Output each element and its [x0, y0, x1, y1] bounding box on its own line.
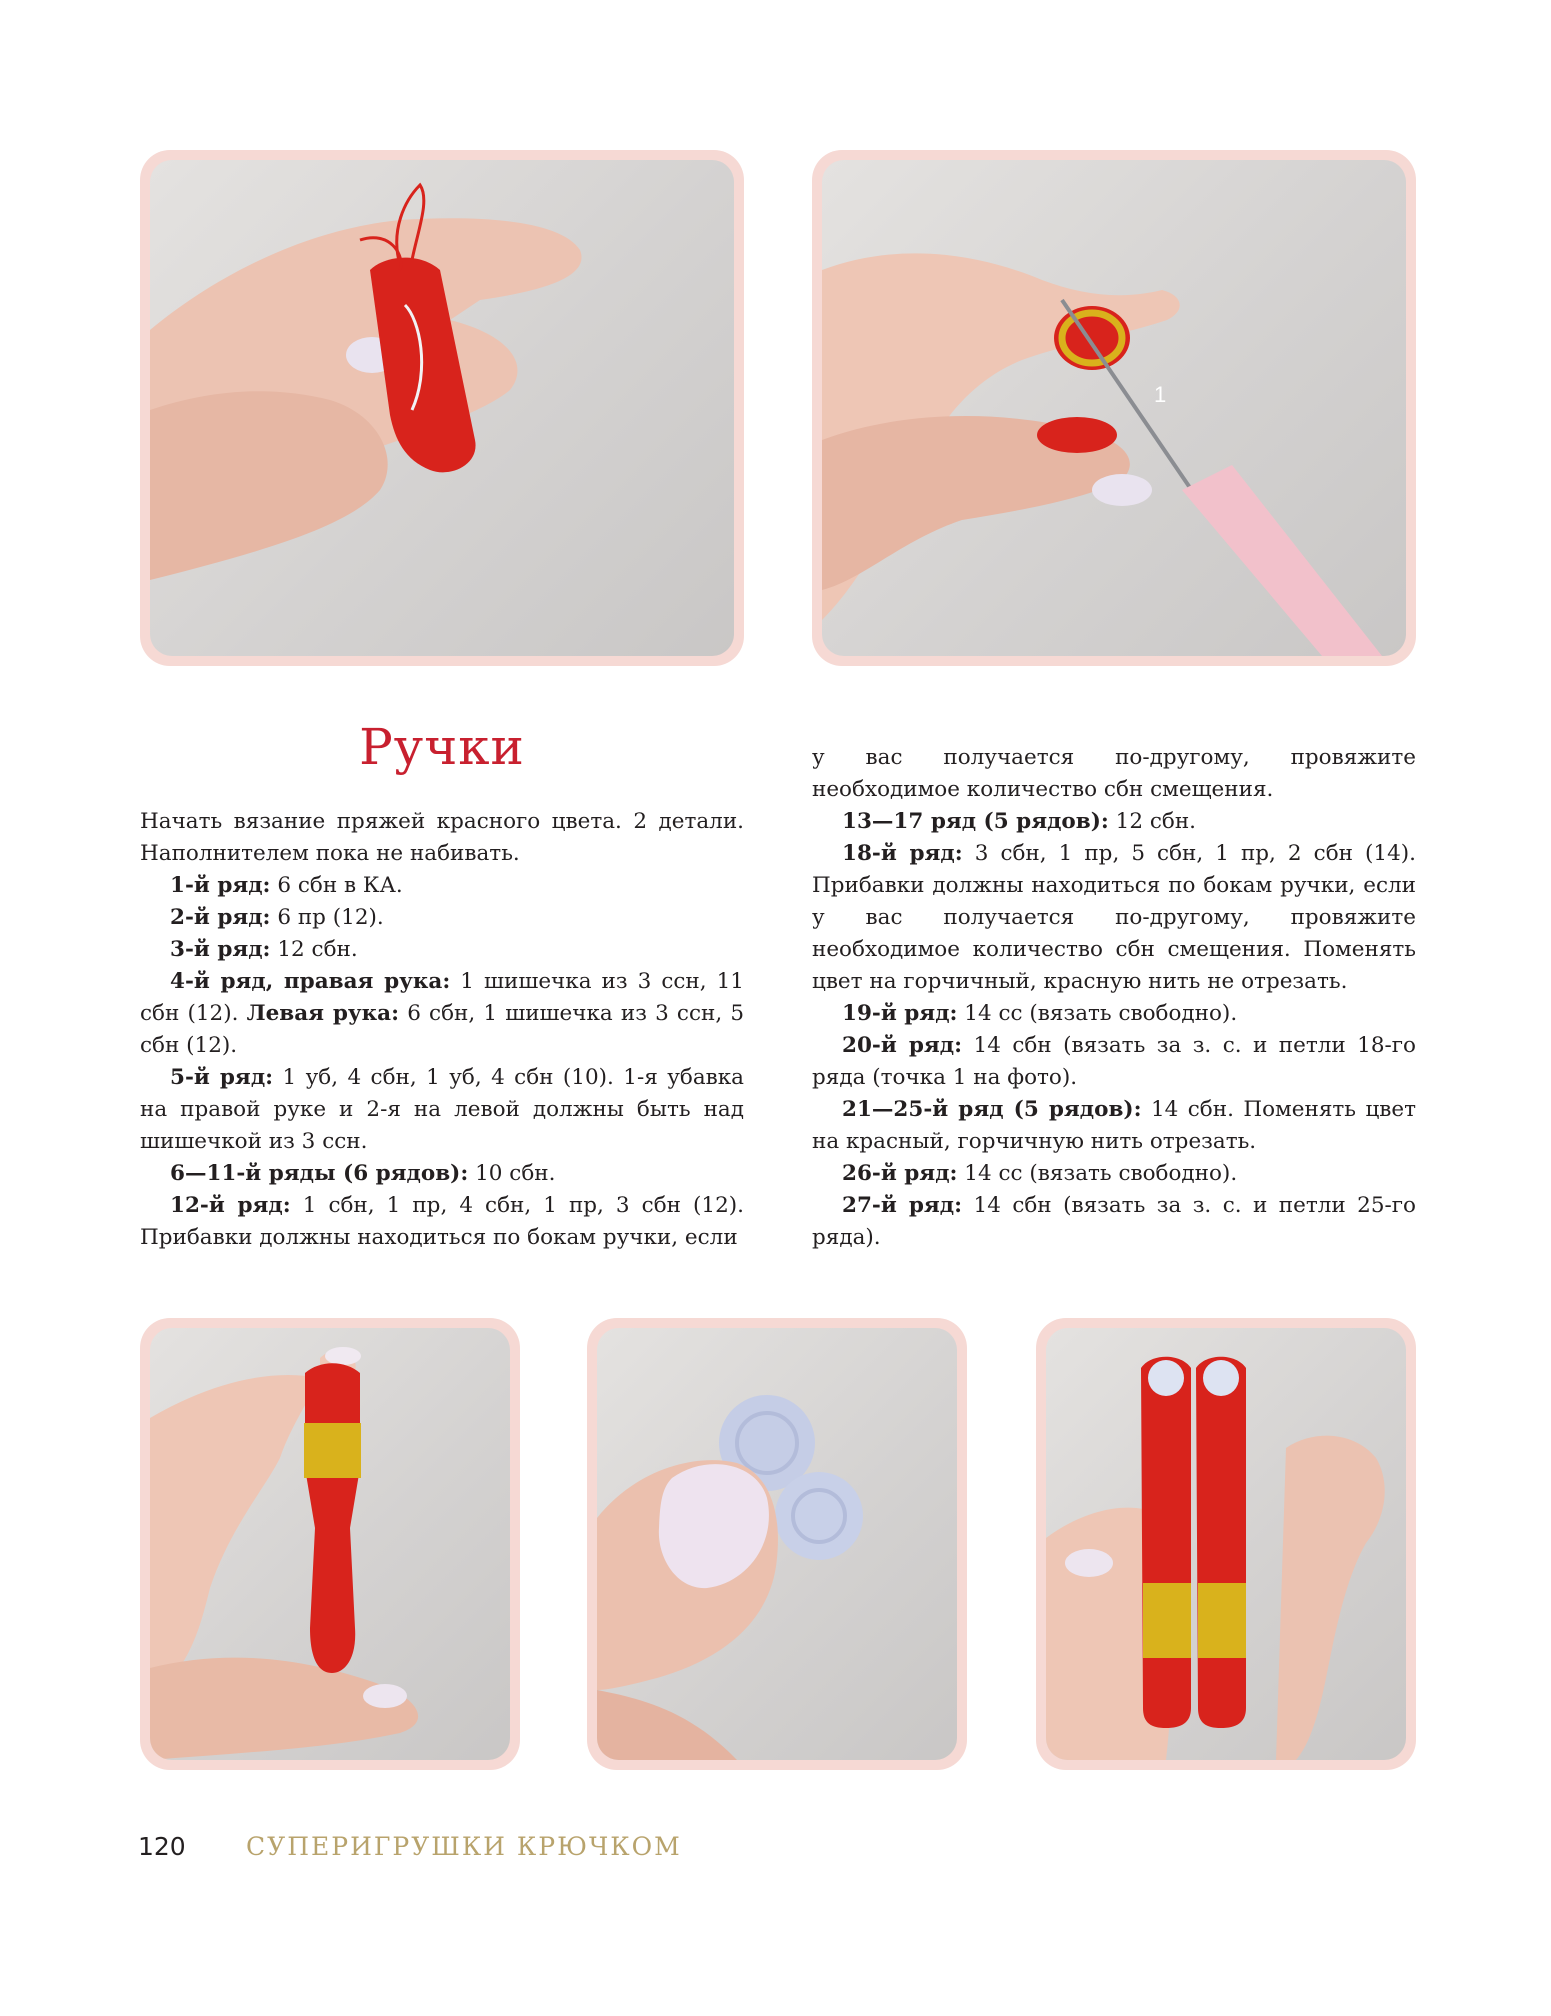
- instruction-row-20: 20-й ряд: 14 сбн (вязать за з. с. и петли 18-го ряда (точка 1 на фото).: [812, 1033, 1416, 1090]
- photo-blue-circles: [597, 1328, 957, 1760]
- page-number: 120: [138, 1832, 186, 1861]
- instruction-row-19: 19-й ряд: 14 сс (вязать свободно).: [842, 1001, 1238, 1026]
- photo-red-arm-piece: [150, 160, 734, 656]
- photo-illustration: [822, 160, 1406, 656]
- instruction-row-2: 2-й ряд: 6 пр (12).: [170, 905, 384, 930]
- photo-frame-2: [812, 150, 1416, 666]
- instruction-row-26: 26-й ряд: 14 сс (вязать свободно).: [842, 1161, 1238, 1186]
- photo-illustration: [150, 1328, 510, 1760]
- photo-frame-1: [140, 150, 744, 666]
- photo-illustration: [597, 1328, 957, 1760]
- photo-frame-3: [140, 1318, 520, 1770]
- instruction-row-18: 18-й ряд: 3 сбн, 1 пр, 5 сбн, 1 пр, 2 сбн (14). Прибавки должны находиться по бокам ручки, если у вас получается по-другому, провяжите необходимое количество сбн смещения. Поменять цвет на горчичный, красную нить не отрезать.: [812, 841, 1416, 994]
- instruction-row-5: 5-й ряд: 1 уб, 4 сбн, 1 уб, 4 сбн (10). 1-я убавка на правой руке и 2-я на левой должны быть над шишечкой из 3 ссн.: [140, 1065, 745, 1154]
- instruction-row-4: 4-й ряд, правая рука: 1 шишечка из 3 ссн, 11 сбн (12). Левая рука: 6 сбн, 1 шишечка из 3 ссн, 5 сбн (12).: [140, 969, 745, 1058]
- instruction-row-1: 1-й ряд: 6 сбн в КА.: [170, 873, 403, 898]
- book-title: СУПЕРИГРУШКИ КРЮЧКОМ: [246, 1832, 682, 1861]
- instruction-row-27: 27-й ряд: 14 сбн (вязать за з. с. и петли 25-го ряда).: [812, 1193, 1416, 1250]
- instruction-continuation: у вас получается по-другому, провяжите необходимое количество сбн смещения.: [812, 745, 1416, 802]
- instructions-right-column: [812, 742, 1416, 1254]
- instruction-row-12: 12-й ряд: 1 сбн, 1 пр, 4 сбн, 1 пр, 3 сбн (12). Прибавки должны находиться по бокам ручки, если: [140, 1193, 744, 1250]
- instruction-paragraph: Начать вязание пряжей красного цвета. 2 детали. Наполнителем пока не набивать.: [140, 809, 744, 866]
- photo-illustration: [1046, 1328, 1406, 1760]
- instruction-rows-6-11: 6—11-й ряды (6 рядов): 10 сбн.: [170, 1161, 556, 1186]
- photo-illustration: [150, 160, 734, 656]
- section-title: Ручки: [359, 718, 525, 776]
- photo-pair-of-arms: [1046, 1328, 1406, 1760]
- instruction-rows-13-17: 13—17 ряд (5 рядов): 12 сбн.: [842, 809, 1196, 834]
- photo-finished-arm: [150, 1328, 510, 1760]
- photo-hook-mustard-row: [822, 160, 1406, 656]
- photo-frame-5: [1036, 1318, 1416, 1770]
- instructions-left-column: [140, 806, 744, 1254]
- instruction-row-3: 3-й ряд: 12 сбн.: [170, 937, 358, 962]
- photo-frame-4: [587, 1318, 967, 1770]
- instruction-rows-21-25: 21—25-й ряд (5 рядов): 14 сбн. Поменять цвет на красный, горчичную нить отрезать.: [812, 1097, 1416, 1154]
- photo-marker-point-1: 1: [1154, 382, 1167, 407]
